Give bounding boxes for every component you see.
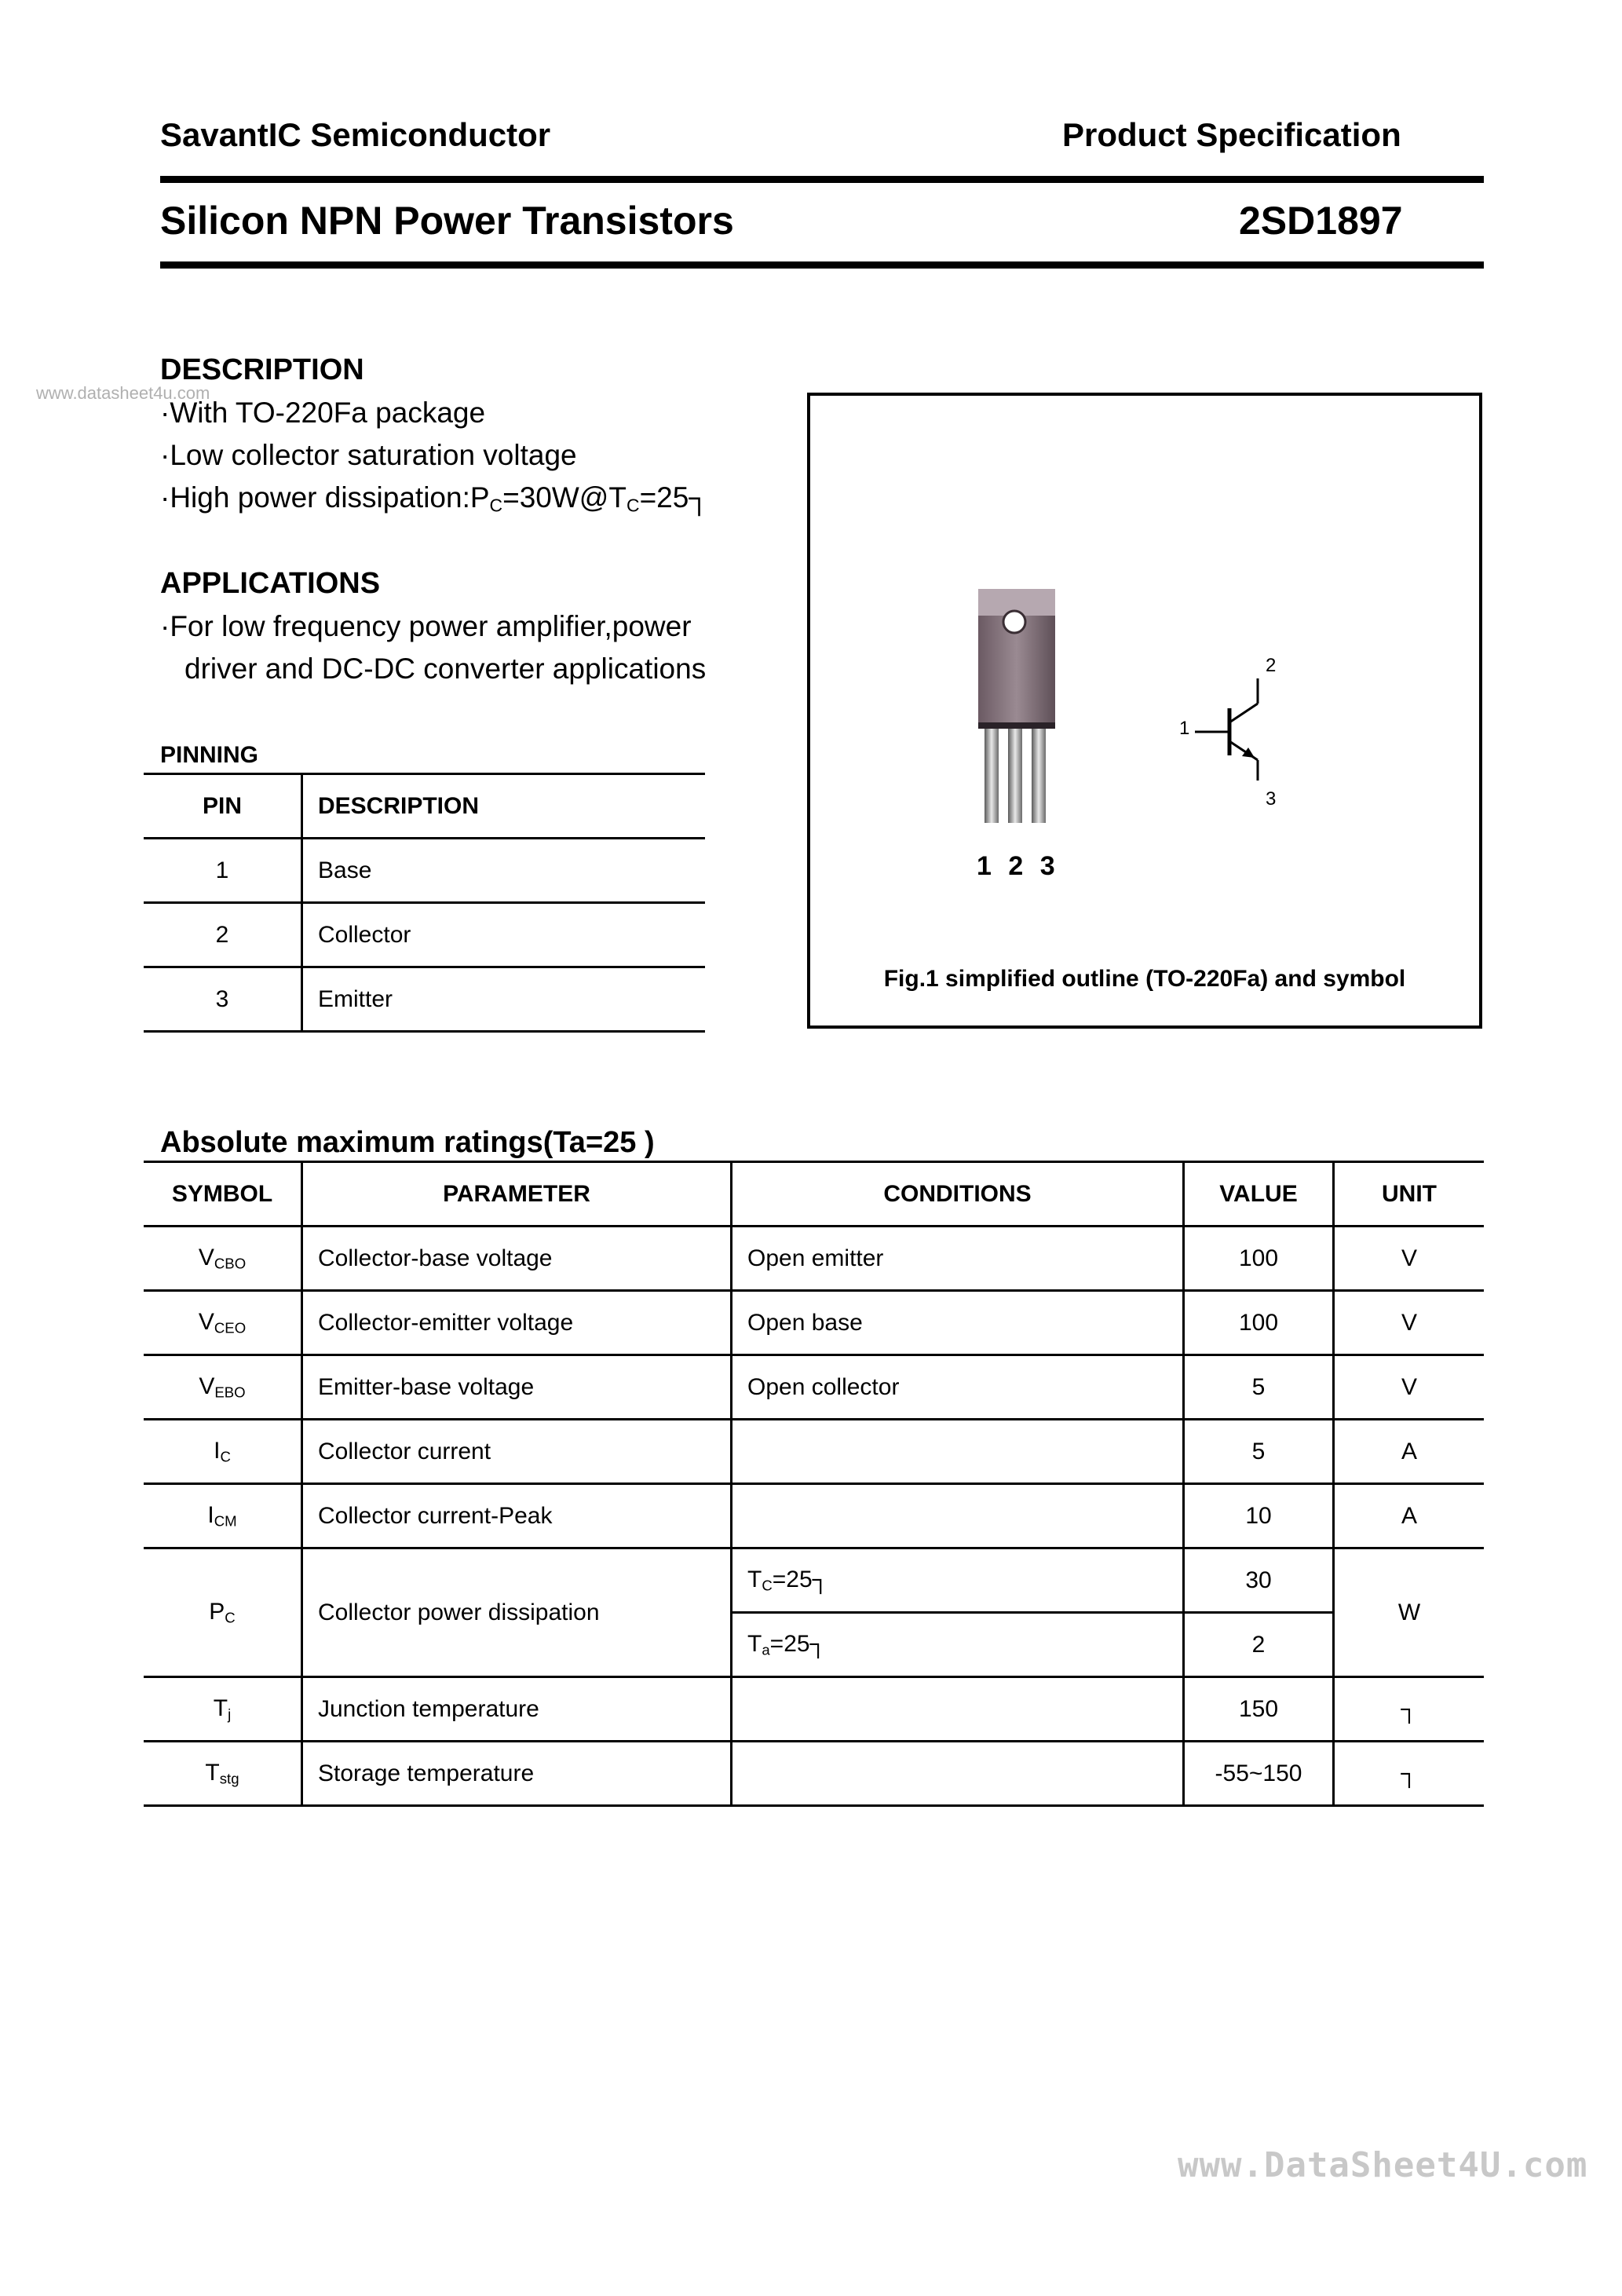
conditions-cell: Open collector <box>732 1355 1184 1420</box>
table-row <box>144 1742 1484 1806</box>
pin-description: Emitter <box>302 967 706 1032</box>
package-pin-numbers: 1 2 3 <box>977 851 1060 881</box>
conditions-cell: Open emitter <box>732 1227 1184 1291</box>
parameter-cell: Collector power dissipation <box>302 1548 732 1677</box>
parameter-cell: Collector current <box>302 1420 732 1484</box>
npn-symbol-icon <box>1171 647 1313 835</box>
table-row <box>144 903 705 967</box>
value-cell: 100 <box>1184 1227 1334 1291</box>
unit-cell: A <box>1334 1420 1485 1484</box>
description-item-power: ·High power $dissipation:P_C=30W@T_C=25┐$ <box>160 481 710 516</box>
symbol-collector-label: 2 <box>1266 655 1277 676</box>
pin-number: 1 <box>144 839 302 903</box>
company-name: SavantIC Semiconductor <box>160 116 551 153</box>
conditions-cell: Open base <box>732 1291 1184 1355</box>
symbol-base-label: 1 <box>1179 718 1190 739</box>
symbol-cell: $V_{EBO}$ <box>144 1355 302 1420</box>
part-number: 2SD1897 <box>1239 199 1403 243</box>
description-item: ·With TO-220Fa package <box>160 397 486 429</box>
unit-cell: W <box>1334 1548 1485 1677</box>
symbol-column-header: SYMBOL <box>144 1162 302 1227</box>
pin-column-header: PIN <box>144 774 302 839</box>
value-column-header: VALUE <box>1184 1162 1334 1227</box>
table-row <box>144 1484 1484 1548</box>
symbol-cell: $V_{CBO}$ <box>144 1227 302 1291</box>
conditions-cell <box>732 1742 1184 1806</box>
value-cell: 5 <box>1184 1420 1334 1484</box>
symbol-cell: $P_C$ <box>144 1548 302 1677</box>
ratings-header-row <box>144 1162 1484 1227</box>
table-row <box>144 1677 1484 1742</box>
unit-cell: V <box>1334 1355 1485 1420</box>
symbol-cell: $T_j$ <box>144 1677 302 1742</box>
applications-line: driver and DC-DC converter applications <box>184 653 707 685</box>
symbol-cell: $T_{stg}$ <box>144 1742 302 1806</box>
description-list <box>160 392 710 527</box>
symbol-cell: $I_{CM}$ <box>144 1484 302 1548</box>
header-rule-top <box>160 176 1484 183</box>
conditions-cell: $T_C=25┐$ <box>732 1548 1184 1613</box>
symbol-cell: $I_C$ <box>144 1420 302 1484</box>
table-row <box>144 967 705 1032</box>
conditions-cell <box>732 1677 1184 1742</box>
description-heading: DESCRIPTION <box>160 353 364 386</box>
applications-heading: APPLICATIONS <box>160 567 381 600</box>
table-row <box>144 1227 1484 1291</box>
applications-line: ·For low frequency power amplifier,power <box>160 610 692 642</box>
description-column-header: DESCRIPTION <box>302 774 706 839</box>
unit-cell: A <box>1334 1484 1485 1548</box>
pinning-table <box>144 773 705 1033</box>
value-cell: -55~150 <box>1184 1742 1334 1806</box>
pin-description: Collector <box>302 903 706 967</box>
value-cell: 30 <box>1184 1548 1334 1613</box>
package-outline-image <box>967 584 1077 851</box>
parameter-cell: Collector current-Peak <box>302 1484 732 1548</box>
table-row <box>144 1291 1484 1355</box>
unit-cell: V <box>1334 1227 1485 1291</box>
pin-description: Base <box>302 839 706 903</box>
unit-cell: V <box>1334 1291 1485 1355</box>
conditions-cell: $T_a=25┐$ <box>732 1613 1184 1677</box>
table-row <box>144 839 705 903</box>
description-item: ·Low collector saturation voltage <box>160 439 577 471</box>
table-row <box>144 1355 1484 1420</box>
watermark-top: www.datasheet4u.com <box>36 383 210 403</box>
table-row <box>144 1420 1484 1484</box>
unit-cell: ┐ <box>1334 1742 1485 1806</box>
value-cell: 100 <box>1184 1291 1334 1355</box>
conditions-column-header: CONDITIONS <box>732 1162 1184 1227</box>
product-family: Silicon NPN Power Transistors <box>160 199 734 243</box>
watermark-bottom[interactable]: www.DataSheet4U.com <box>1178 2145 1588 2185</box>
pinning-header-row <box>144 774 705 839</box>
symbol-cell: $V_{CEO}$ <box>144 1291 302 1355</box>
figure-box <box>807 393 1482 1029</box>
pin-number: 3 <box>144 967 302 1032</box>
value-cell: 150 <box>1184 1677 1334 1742</box>
value-cell: 5 <box>1184 1355 1334 1420</box>
table-row-pc-1 <box>144 1548 1484 1613</box>
pin-number: 2 <box>144 903 302 967</box>
header-rule-bottom <box>160 261 1484 269</box>
parameter-cell: Collector-emitter voltage <box>302 1291 732 1355</box>
ratings-table <box>144 1161 1484 1807</box>
conditions-cell <box>732 1484 1184 1548</box>
applications-text <box>160 605 706 690</box>
parameter-cell: Collector-base voltage <box>302 1227 732 1291</box>
value-cell: 10 <box>1184 1484 1334 1548</box>
unit-cell: ┐ <box>1334 1677 1485 1742</box>
figure-caption: Fig.1 simplified outline (TO-220Fa) and symbol <box>883 966 1406 992</box>
parameter-column-header: PARAMETER <box>302 1162 732 1227</box>
symbol-emitter-label: 3 <box>1266 788 1277 810</box>
doc-type: Product Specification <box>1062 116 1401 153</box>
parameter-cell: Junction temperature <box>302 1677 732 1742</box>
pinning-heading: PINNING <box>160 742 259 768</box>
ratings-heading: Absolute maximum ratings(Ta=25 ) <box>160 1126 655 1159</box>
parameter-cell: Storage temperature <box>302 1742 732 1806</box>
unit-column-header: UNIT <box>1334 1162 1485 1227</box>
parameter-cell: Emitter-base voltage <box>302 1355 732 1420</box>
conditions-cell <box>732 1420 1184 1484</box>
value-cell: 2 <box>1184 1613 1334 1677</box>
